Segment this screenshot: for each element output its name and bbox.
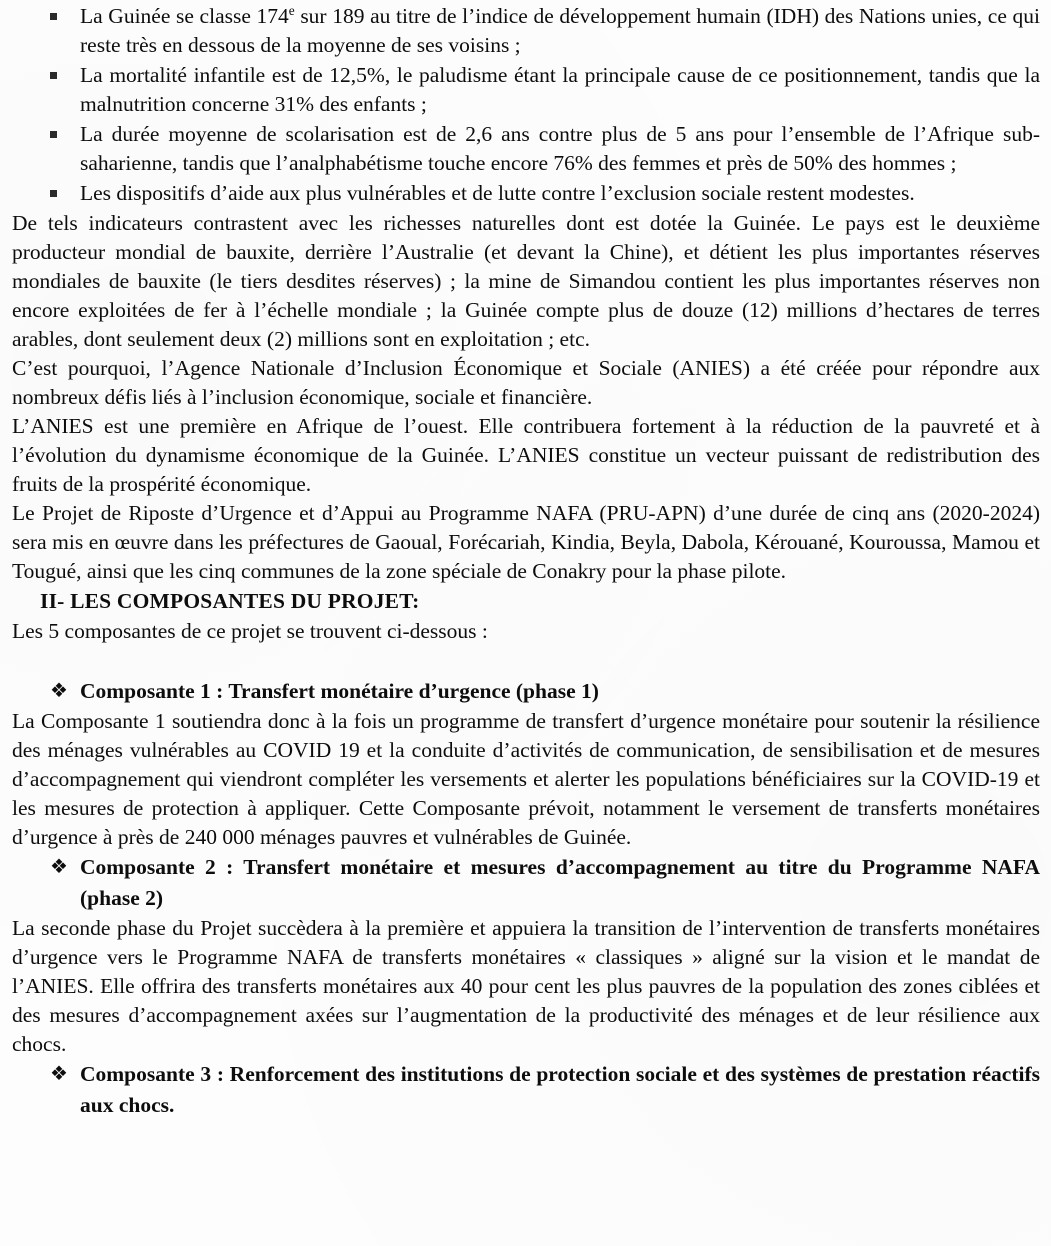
square-bullet-icon	[50, 13, 57, 20]
square-bullet-icon	[50, 190, 57, 197]
paragraph-anies-creation: C’est pourquoi, l’Agence Nationale d’Inclusion Économique et Sociale (ANIES) a été créée pour répondre aux nombreux défis liés à l’inclusion économique, sociale et financière.	[12, 356, 1040, 409]
paragraph-composante-1-body: La Composante 1 soutiendra donc à la fois un programme de transfert d’urgence monétaire pour soutenir la résilience des ménages vulnérables au COVID 19 et la conduite d’activités de communication, de sensibilisation et de mesures d’accompagnement qui viendront compléter les versements et alerter les populations bénéficiaires sur la COVID-19 et les mesures de protection à appliquer. Cette Composante prévoit, notamment le versement de transferts monétaires d’urgence à près de 240 000 ménages pauvres et vulnérables de Guinée.	[12, 709, 1040, 849]
list-item	[12, 120, 1040, 178]
bullet-text-rest: sur 189 au titre de l’indice de développement humain (IDH) des Nations unies, ce qui reste très en dessous de la moyenne de ses voisins ;	[80, 4, 1040, 57]
paragraph-natural-resources: De tels indicateurs contrastent avec les richesses naturelles dont est dotée la Guinée. Le pays est le deuxième producteur mondial de bauxite, derrière l’Australie (et devant la Chine), et détient les plus importantes réserves mondiales de bauxite (le tiers desdites réserves) ; la mine de Simandou contient les plus importantes réserves non encore exploitées de fer à l’échelle mondiale ; la Guinée compte plus de douze (12) millions d’hectares de terres arables, dont seulement deux (2) millions sont en exploitation ; etc.	[12, 211, 1040, 351]
list-item	[12, 2, 1040, 60]
square-bullet-icon	[50, 131, 57, 138]
document-content	[12, 2, 1040, 1121]
composante-3-heading	[12, 1059, 1040, 1121]
composante-1-heading	[12, 676, 1040, 707]
diamond-bullet-icon: ❖	[50, 680, 68, 702]
indicator-bullet-list	[12, 2, 1040, 208]
section-heading-composantes: II- LES COMPOSANTES DU PROJET:	[40, 589, 420, 613]
paragraph-anies-first-west-africa: L’ANIES est une première en Afrique de l’ouest. Elle contribuera fortement à la réduction de la pauvreté et à l’évolution du dynamisme économique de la Guinée. L’ANIES constitue un vecteur puissant de redistribution des fruits de la prospérité économique.	[12, 414, 1040, 496]
diamond-bullet-icon: ❖	[50, 1063, 68, 1085]
bullet-text: La mortalité infantile est de 12,5%, le paludisme étant la principale cause de ce positionnement, tandis que la malnutrition concerne 31% des enfants ;	[80, 63, 1040, 116]
paragraph-project-pru-apn: Le Projet de Riposte d’Urgence et d’Appui au Programme NAFA (PRU-APN) d’une durée de cinq ans (2020-2024) sera mis en œuvre dans les préfectures de Gaoual, Forécariah, Kindia, Beyla, Dabola, Kérouané, Kouroussa, Mamou et Tougué, ainsi que les cinq communes de la zone spéciale de Conakry pour la phase pilote.	[12, 501, 1040, 583]
paragraph-composantes-intro: Les 5 composantes de ce projet se trouvent ci-dessous :	[12, 619, 488, 643]
bullet-text-part: La Guinée se classe 174	[80, 4, 289, 28]
square-bullet-icon	[50, 72, 57, 79]
vertical-spacer	[12, 646, 1040, 676]
composante-1-heading-text: Composante 1 : Transfert monétaire d’urgence (phase 1)	[80, 679, 599, 703]
list-item	[12, 179, 1040, 208]
paragraph-composante-2-body: La seconde phase du Projet succèdera à la première et appuiera la transition de l’intervention de transferts monétaires d’urgence vers le Programme NAFA de transferts monétaires « classiques » aligné sur la vision et le mandat de l’ANIES. Elle offrira des transferts monétaires aux 40 pour cent les plus pauvres de la population des zones ciblées et des mesures d’accompagnement axées sur l’augmentation de la productivité des ménages et de leur résilience aux chocs.	[12, 916, 1040, 1056]
composante-2-heading-text: Composante 2 : Transfert monétaire et mesures d’accompagnement au titre du Programme NAFA (phase 2)	[80, 855, 1040, 910]
bullet-text: Les dispositifs d’aide aux plus vulnérables et de lutte contre l’exclusion sociale restent modestes.	[80, 181, 915, 205]
bullet-text: La durée moyenne de scolarisation est de 2,6 ans contre plus de 5 ans pour l’ensemble de l’Afrique sub-saharienne, tandis que l’analphabétisme touche encore 76% des femmes et près de 50% des hommes ;	[80, 122, 1040, 175]
diamond-bullet-icon: ❖	[50, 856, 68, 878]
list-item	[12, 61, 1040, 119]
composante-2-heading	[12, 852, 1040, 914]
ordinal-superscript: e	[288, 2, 295, 18]
composante-3-heading-text: Composante 3 : Renforcement des institutions de protection sociale et des systèmes de prestation réactifs aux chocs.	[80, 1062, 1040, 1117]
